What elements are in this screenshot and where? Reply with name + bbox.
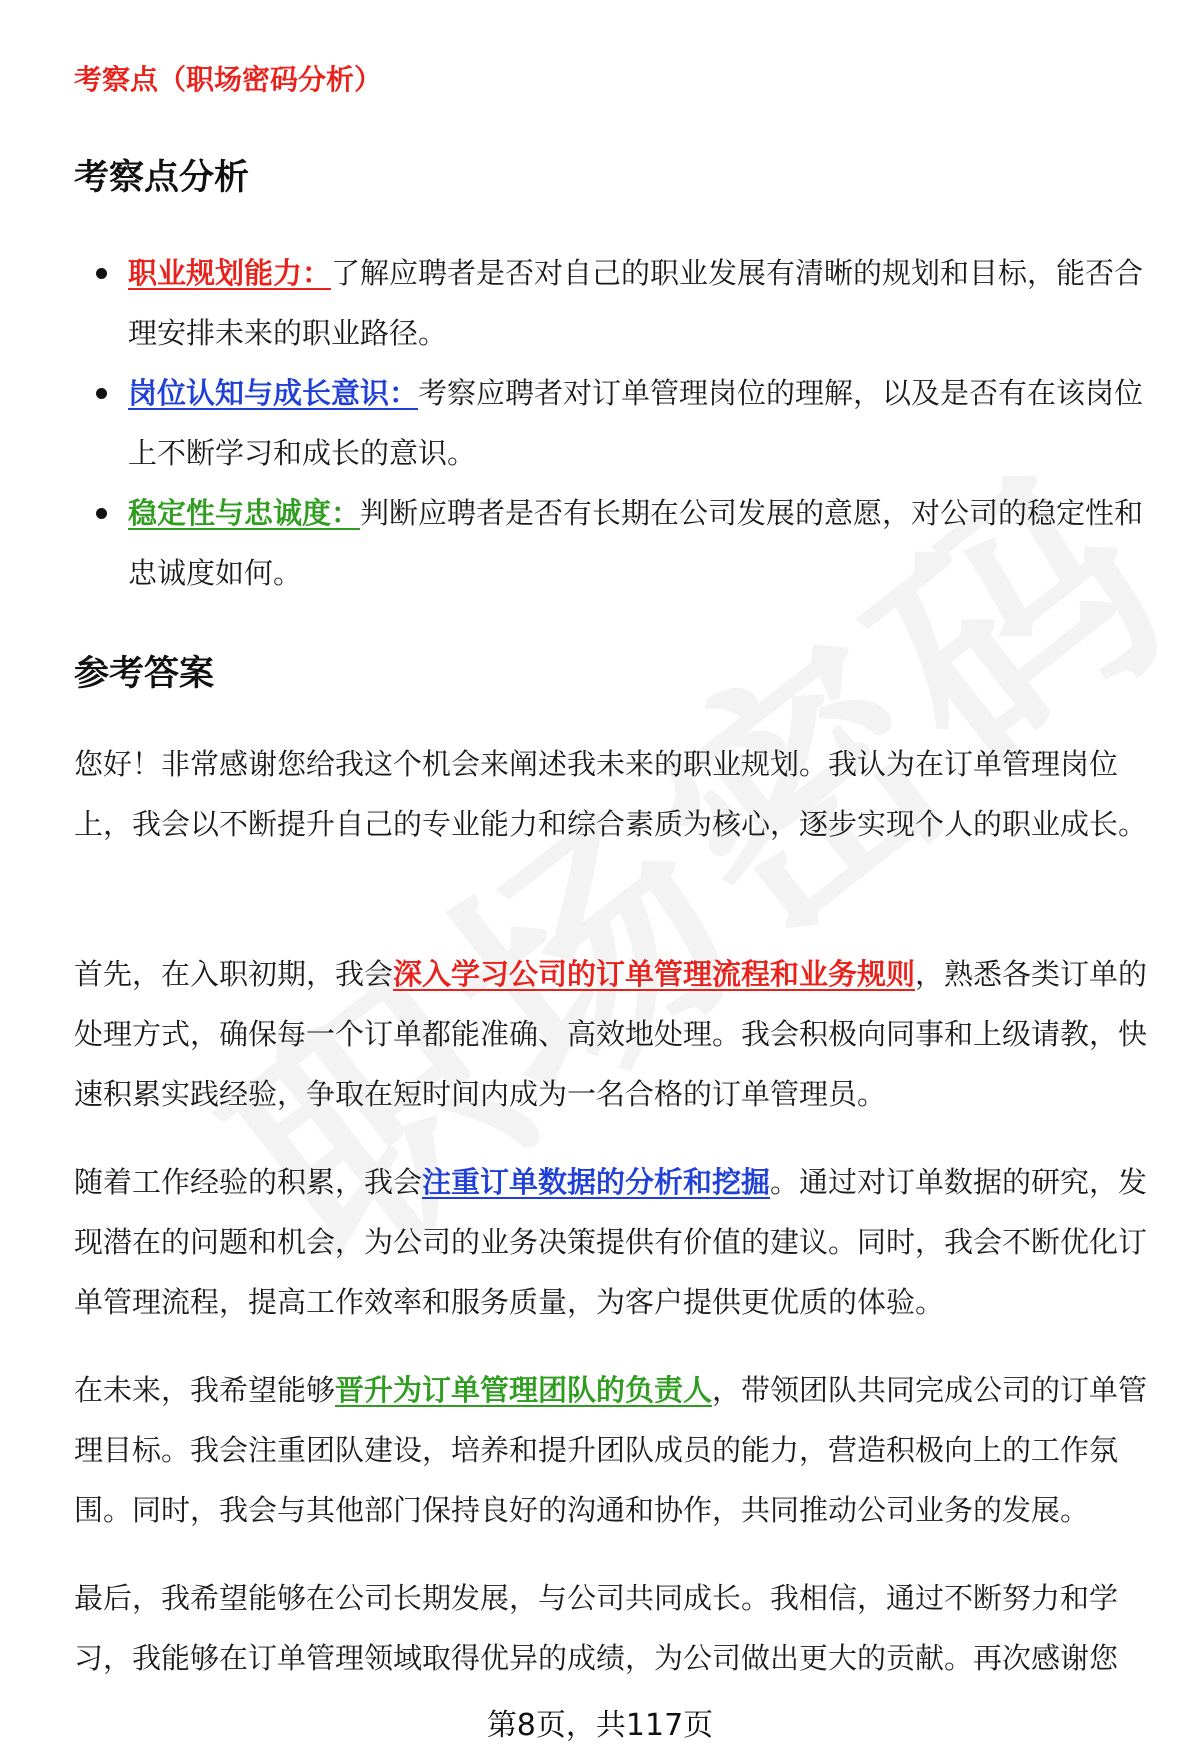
bullet-dot-icon — [96, 268, 107, 279]
paragraph-text: ，熟悉各类订单的处理方式，确保每一个订单都能准确、高效地处理。我会积极向同事和上级请教，快速积累实践经验，争取在短时间内成为一名合格的订单管理员。 — [74, 957, 1148, 1111]
bullet-dot-icon — [96, 508, 107, 519]
paragraph-text: 。通过对订单数据的研究，发现潜在的问题和机会，为公司的业务决策提供有价值的建议。同时，我会不断优化订单管理流程，提高工作效率和服务质量，为客户提供更优质的体验。 — [74, 1165, 1148, 1319]
answer-paragraph: 您好！非常感谢您给我这个机会来阐述我未来的职业规划。我认为在订单管理岗位上，我会以不断提升自己的专业能力和综合素质为核心，逐步实现个人的职业成长。 — [74, 747, 1148, 841]
list-item — [74, 243, 1149, 363]
item-text: 判断应聘者是否有长期在公司发展的意愿，对公司的稳定性和忠诚度如何。 — [128, 496, 1144, 590]
page-number: 第8页，共117页 — [486, 1708, 714, 1743]
answer-paragraph — [74, 944, 1154, 1124]
paragraph-text: 在未来，我希望能够 — [74, 1373, 336, 1407]
list-item — [74, 483, 1149, 603]
item-text: 了解应聘者是否对自己的职业发展有清晰的规划和目标，能否合理安排未来的职业路径。 — [128, 256, 1144, 350]
answer-paragraph — [74, 1152, 1154, 1332]
bullet-dot-icon — [96, 388, 107, 399]
item-term: 岗位认知与成长意识： — [128, 376, 419, 410]
paragraph-text: 随着工作经验的积累，我会 — [74, 1165, 423, 1199]
highlight-text: 晋升为订单管理团队的负责人 — [335, 1373, 713, 1407]
analysis-heading: 考察点分析 — [74, 158, 250, 198]
highlight-text: 注重订单数据的分析和挖掘 — [422, 1165, 771, 1199]
answer-paragraph: 最后，我希望能够在公司长期发展，与公司共同成长。我相信，通过不断努力和学习，我能够在订单管理领域取得优异的成绩，为公司做出更大的贡献。再次感谢您 — [74, 1581, 1119, 1675]
highlight-text: 深入学习公司的订单管理流程和业务规则 — [393, 957, 916, 991]
paragraph-text: ，带领团队共同完成公司的订单管理目标。我会注重团队建设，培养和提升团队成员的能力，营造积极向上的工作氛围。同时，我会与其他部门保持良好的沟通和协作，共同推动公司业务的发展。 — [74, 1373, 1148, 1527]
section-tag: 考察点（职场密码分析） — [74, 63, 383, 96]
paragraph-text: 首先，在入职初期，我会 — [74, 957, 394, 991]
item-text: 考察应聘者对订单管理岗位的理解，以及是否有在该岗位上不断学习和成长的意识。 — [128, 376, 1144, 470]
item-term: 职业规划能力： — [128, 256, 332, 290]
analysis-list — [74, 243, 1149, 603]
answer-heading: 参考答案 — [74, 654, 215, 694]
item-term: 稳定性与忠诚度： — [128, 496, 361, 530]
list-item — [74, 363, 1149, 483]
answer-paragraph — [74, 1360, 1154, 1540]
